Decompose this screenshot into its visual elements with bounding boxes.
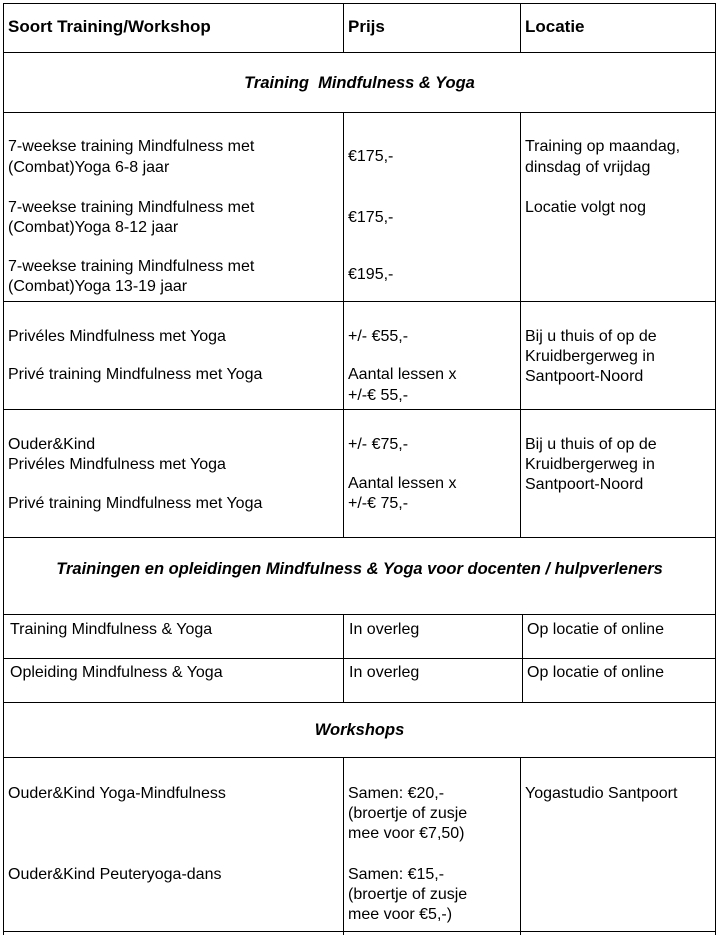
training-location: Op locatie of online [527, 664, 664, 681]
column-header-type: Soort Training/Workshop [8, 17, 211, 36]
training-price: +/-€ 75,- [348, 495, 409, 512]
workshop-name: Ouder&Kind Yoga-Mindfulness [8, 785, 226, 802]
training-name: Privéles Mindfulness met Yoga [8, 328, 226, 345]
training-name: Training Mindfulness & Yoga [10, 621, 213, 638]
row-divider [3, 614, 716, 615]
training-name: Privéles Mindfulness met Yoga [8, 456, 226, 473]
column-header-location: Locatie [525, 17, 585, 36]
training-price: In overleg [349, 664, 420, 681]
workshop-price: mee voor €5,-) [348, 906, 453, 923]
table-border [3, 3, 716, 4]
training-location: Locatie volgt nog [525, 199, 646, 216]
row-divider [3, 702, 716, 703]
column-divider [343, 3, 344, 52]
workshop-price: Samen: €20,- [348, 785, 445, 802]
training-price: +/- €55,- [348, 328, 409, 345]
row-divider [3, 301, 716, 302]
row-divider [3, 409, 716, 410]
section-title: Training Mindfulness & Yoga [244, 74, 475, 92]
training-location: dinsdag of vrijdag [525, 159, 651, 176]
training-location: Op locatie of online [527, 621, 664, 638]
column-divider [520, 757, 521, 935]
training-location: Kruidbergerweg in [525, 456, 655, 473]
workshop-price: (broertje of zusje [348, 805, 468, 822]
training-price: €175,- [348, 209, 394, 226]
training-price: €195,- [348, 266, 394, 283]
training-price: Aantal lessen x [348, 366, 457, 383]
training-name: (Combat)Yoga 13-19 jaar [8, 278, 188, 295]
workshop-price: Samen: €15,- [348, 866, 445, 883]
training-price: Aantal lessen x [348, 475, 457, 492]
training-name: 7-weekse training Mindfulness met [8, 138, 255, 155]
column-divider [343, 614, 344, 702]
training-name: Ouder&Kind [8, 436, 96, 453]
column-divider [343, 112, 344, 537]
training-name: 7-weekse training Mindfulness met [8, 199, 255, 216]
workshop-price: (broertje of zusje [348, 886, 468, 903]
row-divider [3, 658, 716, 659]
workshop-price: mee voor €7,50) [348, 825, 465, 842]
section-title: Trainingen en opleidingen Mindfulness & Yoga voor docenten / hulpverleners [56, 560, 663, 578]
training-price: €175,- [348, 148, 394, 165]
workshop-location: Yogastudio Santpoort [525, 785, 678, 802]
table-border [3, 3, 4, 935]
training-location: Training op maandag, [525, 138, 681, 155]
column-divider [520, 112, 521, 537]
row-divider [3, 931, 716, 932]
training-name: (Combat)Yoga 6-8 jaar [8, 159, 170, 176]
row-divider [3, 757, 716, 758]
training-price: In overleg [349, 621, 420, 638]
training-name: Opleiding Mindfulness & Yoga [10, 664, 223, 681]
training-name: Privé training Mindfulness met Yoga [8, 366, 263, 383]
training-name: Privé training Mindfulness met Yoga [8, 495, 263, 512]
row-divider [3, 112, 716, 113]
training-location: Bij u thuis of op de [525, 328, 657, 345]
training-location: Santpoort-Noord [525, 368, 644, 385]
training-name: 7-weekse training Mindfulness met [8, 258, 255, 275]
training-location: Bij u thuis of op de [525, 436, 657, 453]
column-divider [343, 757, 344, 935]
workshop-name: Ouder&Kind Peuteryoga-dans [8, 866, 222, 883]
row-divider [3, 537, 716, 538]
section-title: Workshops [314, 721, 405, 739]
training-price: +/- €75,- [348, 436, 409, 453]
column-divider [522, 614, 523, 702]
training-location: Kruidbergerweg in [525, 348, 655, 365]
column-header-price: Prijs [348, 17, 385, 36]
training-price: +/-€ 55,- [348, 387, 409, 404]
row-divider [3, 52, 716, 53]
table-border [715, 3, 716, 935]
training-name: (Combat)Yoga 8-12 jaar [8, 219, 179, 236]
column-divider [520, 3, 521, 52]
training-location: Santpoort-Noord [525, 476, 644, 493]
